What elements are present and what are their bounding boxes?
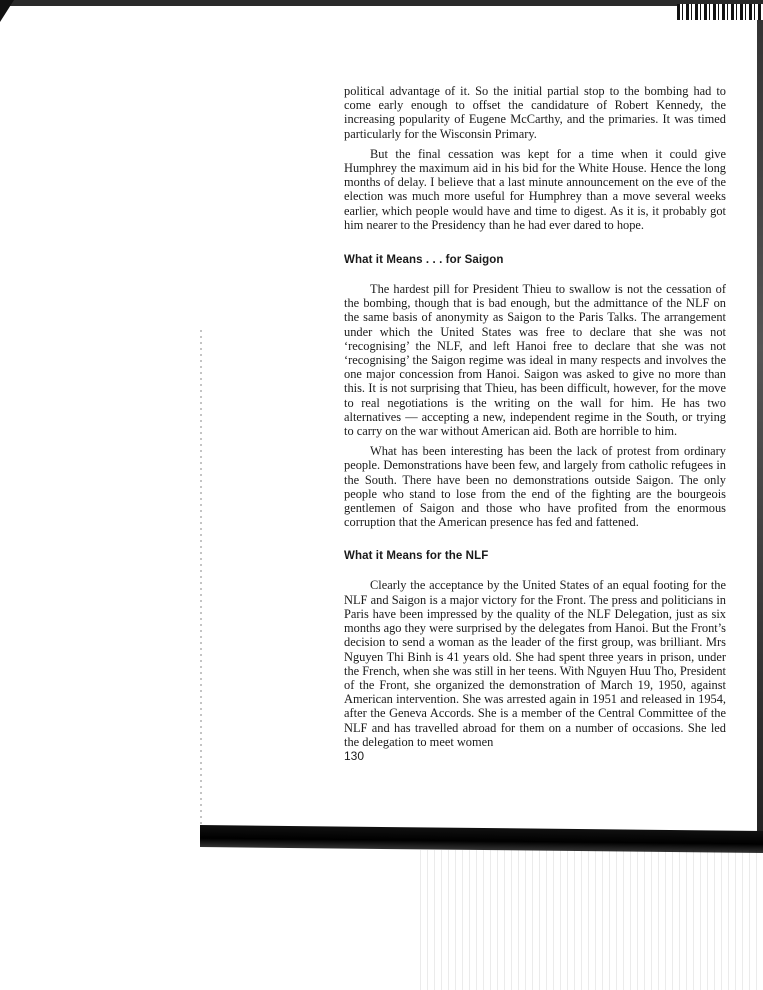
scan-edge-marks	[677, 4, 763, 20]
page-number: 130	[344, 749, 365, 763]
paragraph: But the final cessation was kept for a time when it could give Humphrey the maximum aid in his bid for the White House. Hence the long months of delay. I believe that a last minute announcement on the eve of the election was much more useful for Humphrey than a move several weeks earlier, which people would have and time to digest. As it is, it probably got him nearer to the Presidency than he had ever dared to hope.	[344, 146, 726, 232]
paragraph: What has been interesting has been the lack of protest from ordinary people. Demonstrations have been few, and largely from catholic refugees in the South. There have been no demonstrations outside Saigon. The only people who stand to lose from the end of the fighting are the bourgeois gentlemen of Saigon and those who have profited from the enormous corruption that the American presence has fed and fattened.	[344, 444, 726, 530]
section-heading-nlf: What it Means for the NLF	[344, 550, 489, 563]
paragraph: Clearly the acceptance by the United States of an equal footing for the NLF and Saigon is a major victory for the Front. The press and politicians in Paris have been impressed by the quality of the NLF Delegation, just as six months ago they were surprised by the delegates from Hanoi. But the Front’s decision to send a woman as the leader of the first group, was brilliant. Mrs Nguyen Thi Binh is 41 years old. She had spent three years in prison, under the French, when she was still in her teens. With Nguyen Huu Tho, President of the Front, she organized the demonstration of March 19, 1950, against American intervention. She was arrested again in 1951 and released in 1954, after the Geneva Accords. She is a member of the Central Committee of the NLF and has travelled abroad for them on a number of occasions. She led the delegation to meet women	[344, 578, 726, 749]
scan-border-right	[757, 20, 763, 840]
scan-speckle	[200, 330, 202, 830]
section-heading-saigon: What it Means . . . for Saigon	[344, 254, 504, 267]
scan-page-shadow	[200, 825, 763, 853]
scan-corner-mark	[0, 0, 14, 22]
paragraph: The hardest pill for President Thieu to swallow is not the cessation of the bombing, though that is bad enough, but the admittance of the NLF on the same basis of anonymity as Saigon to the Paris Talks. The arrangement under which the United States was free to declare that she was not ‘recognising’ the NLF, and left Hanoi free to declare that she was not ‘recognising’ the Saigon regime was ideal in many respects and involves the one major concession from Hanoi. Saigon was asked to give no more than this. It is not surprising that Thieu, has been difficult, however, for the move to real negotiations is the writing on the wall for him. He has two alternatives — accepting a new, independent regime in the South, or trying to carry on the war without American aid. Both are horrible to him.	[344, 282, 726, 439]
page-text-column	[344, 84, 726, 749]
scan-border-top	[0, 0, 763, 6]
paragraph: political advantage of it. So the initial partial stop to the bombing had to come early enough to offset the candidature of Robert Kennedy, the increasing popularity of Eugene McCarthy, and the primaries. It was timed particularly for the Wisconsin Primary.	[344, 84, 726, 141]
scan-noise	[420, 850, 763, 990]
